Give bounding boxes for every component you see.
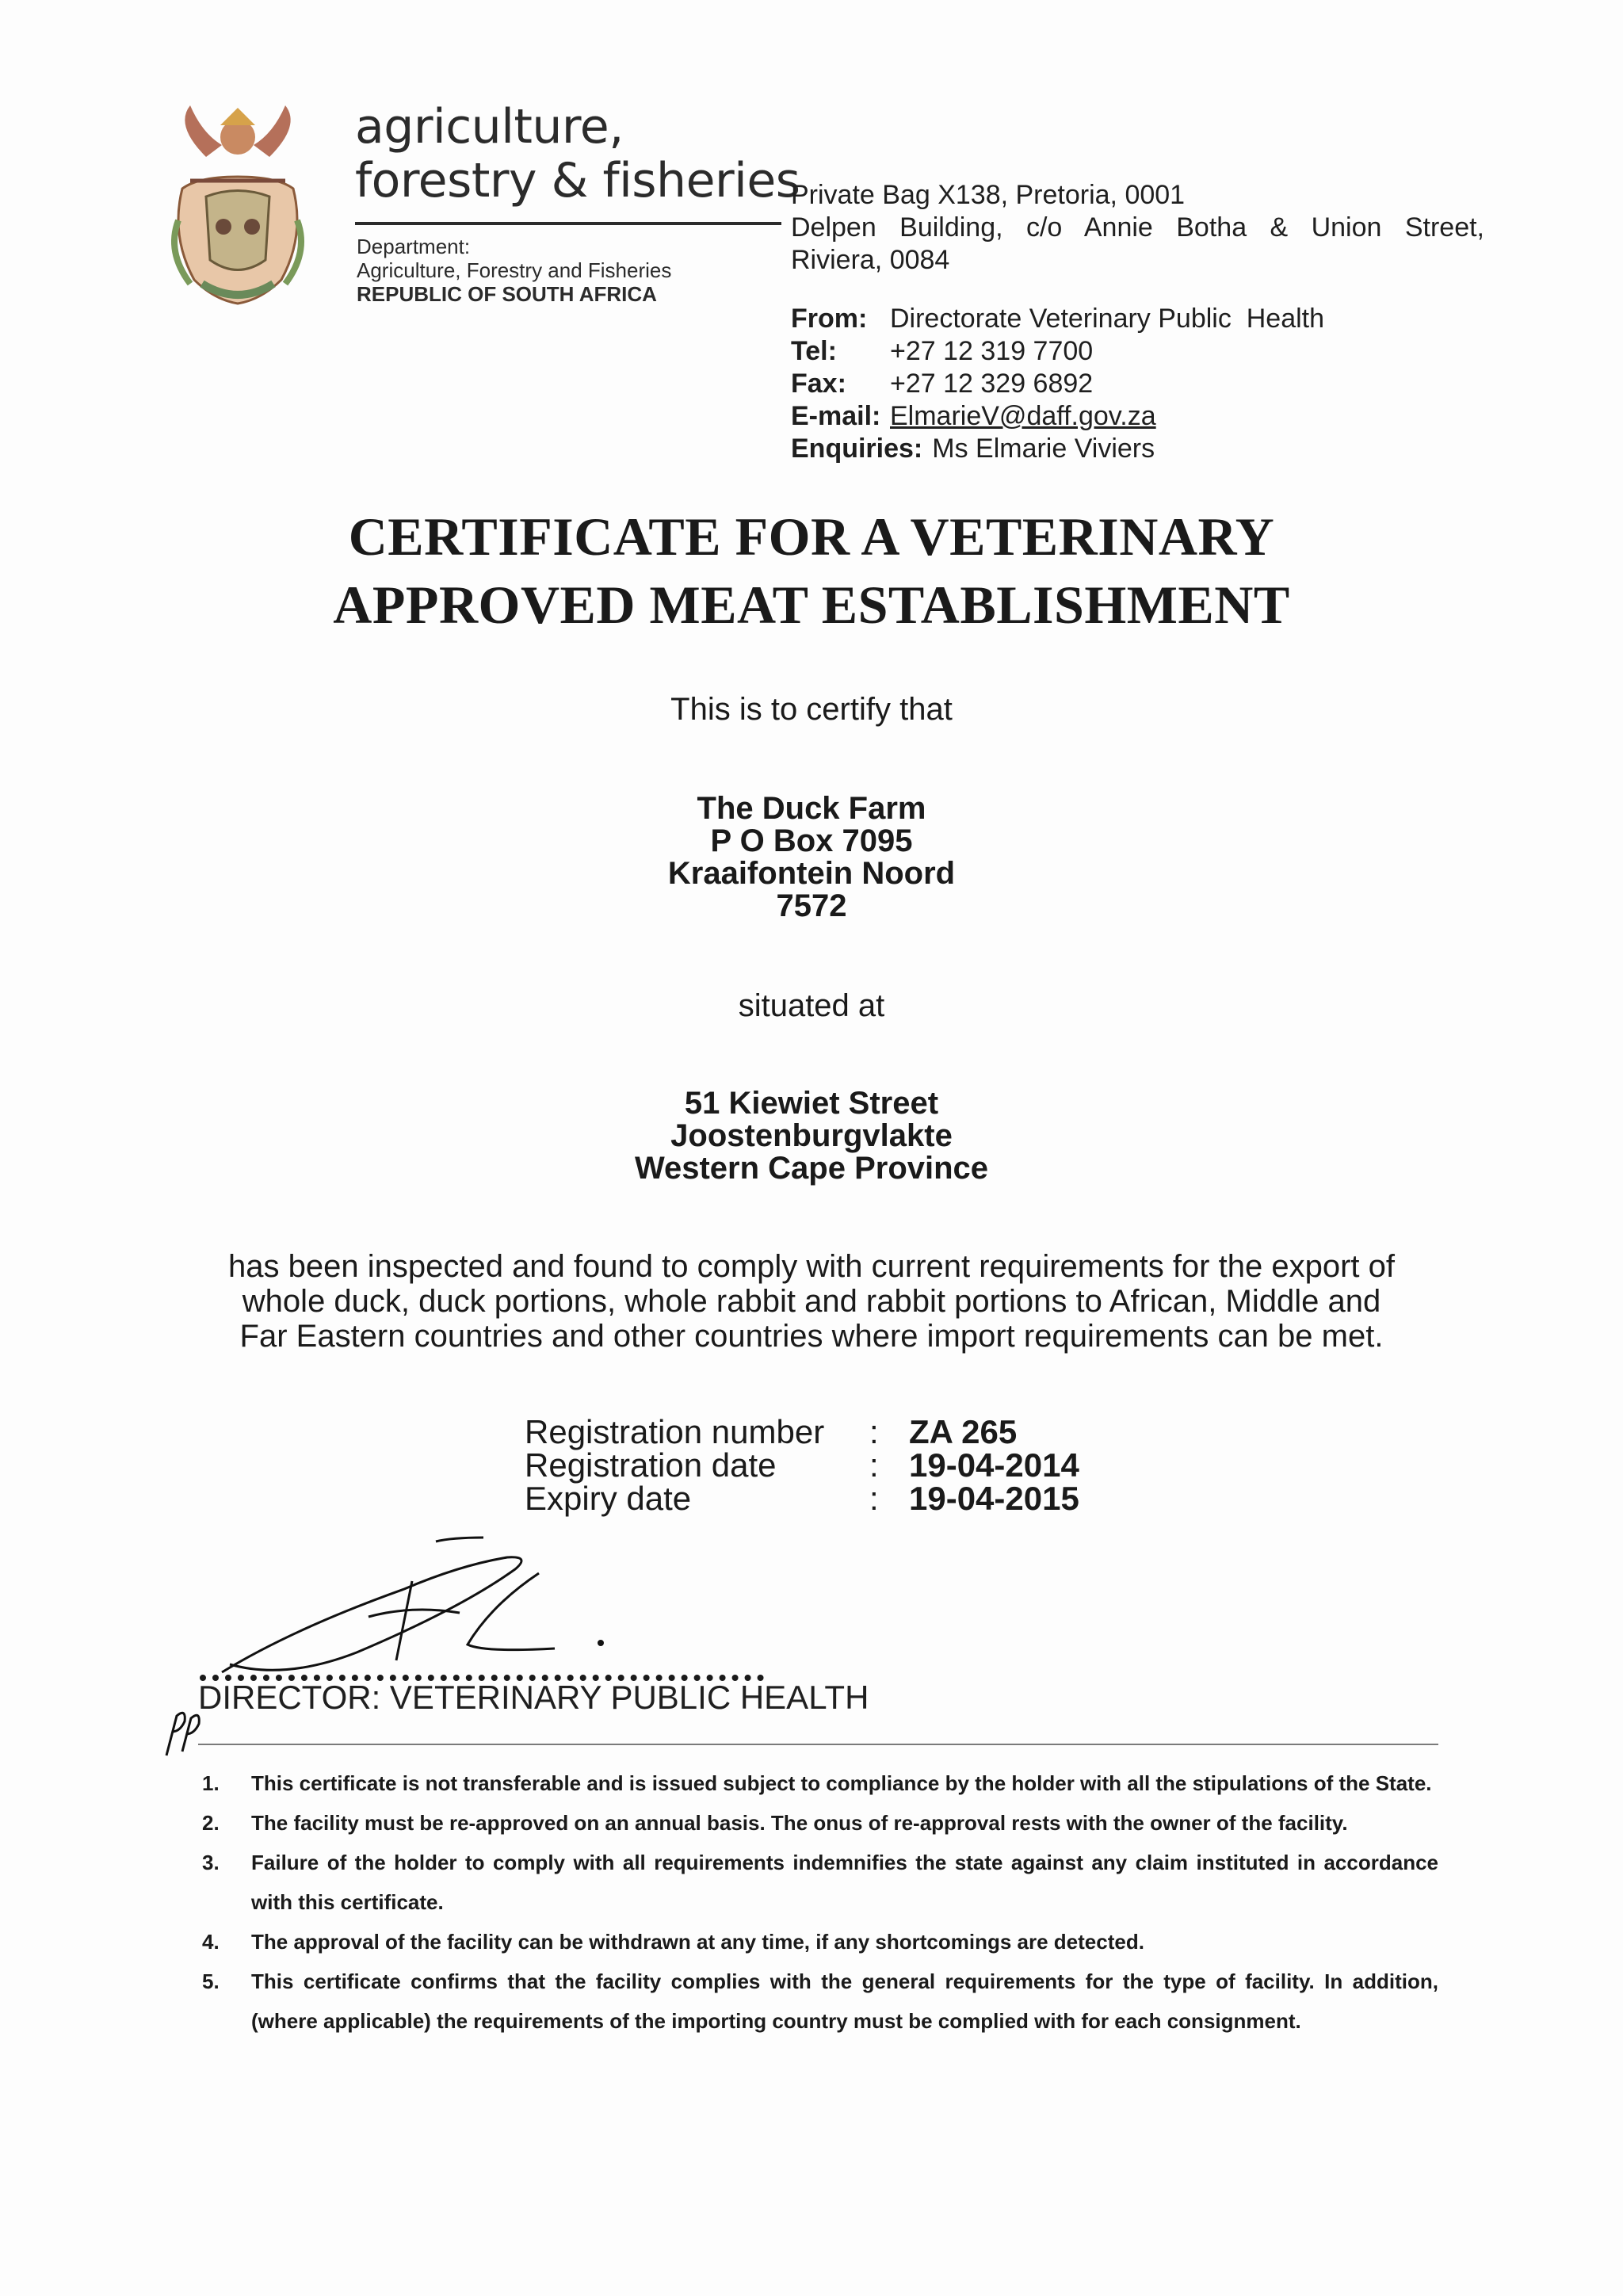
footer-divider	[198, 1744, 1438, 1745]
condition-item	[202, 1922, 1438, 1962]
title-line-1: CERTIFICATE FOR A VETERINARY	[348, 506, 1275, 567]
tel-label: Tel:	[791, 336, 837, 366]
from-label: From:	[791, 304, 868, 334]
dept-name: Agriculture, Forestry and Fisheries	[357, 258, 672, 282]
address-line-1: Private Bag X138, Pretoria, 0001	[791, 180, 1186, 210]
condition-item	[202, 1763, 1438, 1803]
title-line-2: APPROVED MEAT ESTABLISHMENT	[333, 575, 1290, 635]
certify-text: This is to certify that	[670, 692, 953, 727]
condition-number: 3.	[202, 1851, 220, 1874]
tel-value: +27 12 319 7700	[890, 336, 1094, 366]
holder-block	[0, 793, 1623, 923]
expiry-date-row	[525, 1482, 1079, 1515]
from-value: Directorate Veterinary Public Health	[890, 304, 1325, 334]
registration-date-value: 19-04-2014	[909, 1446, 1079, 1484]
fax-label: Fax:	[791, 369, 846, 399]
republic-label: REPUBLIC OF SOUTH AFRICA	[357, 282, 657, 306]
holder-town: Kraaifontein Noord	[667, 856, 956, 891]
address-line-2: Delpen Building, c/o Annie Botha & Union Street,	[791, 212, 1484, 243]
enquiries-label: Enquiries:	[791, 434, 923, 464]
compliance-statement	[0, 1249, 1623, 1354]
situated-text: situated at	[738, 988, 885, 1023]
fax-value: +27 12 329 6892	[890, 369, 1094, 399]
holder-code: 7572	[776, 888, 847, 923]
holder-name: The Duck Farm	[697, 791, 926, 826]
email-row	[791, 400, 1324, 433]
condition-item	[202, 1843, 1438, 1922]
expiry-date-label: Expiry date	[525, 1480, 692, 1517]
postal-address	[791, 179, 1484, 277]
condition-text: Failure of the holder to comply with all requirements indemnifies the state against any claim instituted in accordance with this certificate.	[251, 1851, 1438, 1914]
location-street: 51 Kiewiet Street	[684, 1086, 939, 1121]
wordmark-divider	[355, 222, 781, 225]
expiry-date-value: 19-04-2015	[909, 1480, 1079, 1517]
statement-line-2: whole duck, duck portions, whole rabbit and rabbit portions to African, Middle and	[242, 1284, 1381, 1319]
condition-number: 2.	[202, 1811, 220, 1835]
from-row	[791, 303, 1324, 335]
registration-number-value: ZA 265	[909, 1413, 1018, 1450]
dept-line-1: agriculture,	[355, 99, 624, 155]
registration-date-row	[525, 1446, 1079, 1484]
registration-number-label: Registration number	[525, 1413, 825, 1450]
condition-number: 4.	[202, 1930, 220, 1954]
location-area: Joostenburgvlakte	[670, 1118, 953, 1153]
enquiries-value: Ms Elmarie Viviers	[932, 434, 1155, 464]
separator: :	[869, 1480, 879, 1517]
department-wordmark	[355, 100, 800, 208]
registration-date-label: Registration date	[525, 1446, 777, 1484]
email-link[interactable]: ElmarieV@daff.gov.za	[890, 401, 1156, 431]
condition-text: The facility must be re-approved on an annual basis. The onus of re-approval rests with the owner of the facility.	[251, 1811, 1348, 1835]
registration-number-row	[525, 1415, 1079, 1449]
fax-row	[791, 368, 1324, 400]
coat-of-arms-logo	[158, 101, 317, 315]
dept-line-2: forestry & fisheries	[355, 153, 800, 208]
condition-number: 1.	[202, 1771, 220, 1795]
signature-graphic	[198, 1534, 642, 1680]
conditions-list	[202, 1763, 1438, 2041]
condition-text: This certificate confirms that the facility complies with the general requirements for the type of facility. In addition, (where applicable) the requirements of the importing country must be complied with for each consignment.	[251, 1969, 1438, 2033]
statement-line-3: Far Eastern countries and other countries where import requirements can be met.	[239, 1319, 1384, 1354]
location-block	[0, 1087, 1623, 1185]
tel-row	[791, 335, 1324, 368]
enquiries-row	[791, 433, 1324, 465]
condition-text: The approval of the facility can be withdrawn at any time, if any shortcomings are detected.	[251, 1930, 1144, 1954]
registration-details	[525, 1415, 1079, 1515]
contact-block	[791, 303, 1324, 465]
email-label: E-mail:	[791, 401, 881, 431]
address-line-3: Riviera, 0084	[791, 245, 950, 275]
department-details	[357, 235, 671, 306]
pp-initials-mark	[155, 1704, 210, 1759]
holder-box: P O Box 7095	[710, 823, 913, 858]
condition-item	[202, 1962, 1438, 2041]
statement-line-1: has been inspected and found to comply with current requirements for the export of	[228, 1249, 1395, 1284]
separator: :	[869, 1413, 879, 1450]
condition-text: This certificate is not transferable and is issued subject to compliance by the holder with all the stipulations of the State.	[251, 1771, 1432, 1795]
separator: :	[869, 1446, 879, 1484]
certificate-title	[0, 502, 1623, 639]
location-province: Western Cape Province	[634, 1151, 989, 1186]
condition-number: 5.	[202, 1969, 220, 1993]
signatory-title: DIRECTOR: VETERINARY PUBLIC HEALTH	[198, 1679, 869, 1716]
condition-item	[202, 1803, 1438, 1843]
dept-label: Department:	[357, 235, 471, 258]
